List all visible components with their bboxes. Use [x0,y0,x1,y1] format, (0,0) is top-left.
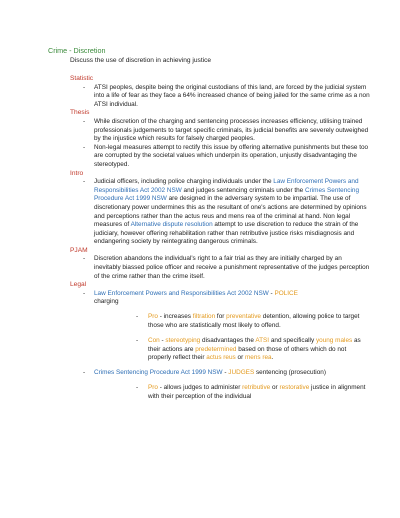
section-heading-statistic: Statistic [70,75,94,82]
page-title: Crime - Discretion [48,46,106,55]
section-heading-intro: Intro [70,169,84,177]
legislation-link: Law Enforcement Powers and Responsibilities Act 2002 NSW [94,289,269,297]
notes-body [70,75,370,408]
legal-point-2: - Crimes Sentencing Procedure Act 1999 NSW - JUDGES sentencing (prosecution) [83,369,326,377]
statistic-point: - ATSI peoples, despite being the original custodians of this land, are forced by the judicial system into a life of fear as they face a 64% increased chance of being jailed for the same crime as a non ATSI individual. [83,83,370,108]
pro-point-2: - Pro - allows judges to administer retributive or restorative justice in alignment with their perception of the individual [136,384,366,400]
page-subtitle: Discuss the use of discretion in achieving justice [70,57,212,64]
legislation-link: Alternative dispute resolution [130,221,213,229]
pro-point-1: - Pro - increases filtration for preventative detention, allowing police to target those who are statistically most likely to offend. [136,313,360,330]
pjam-point: - Discretion abandons the individual's right to a fair trial as they are initially charged by an inevitably biassed police officer and receive a punishment representative of the judges perception of the crime rather than the crime itself. [83,255,370,280]
legislation-link: Law Enforcement Powers and Responsibilities Act 2002 NSW [94,178,359,194]
thesis-point-2: - Non-legal measures attempt to rectify this issue by offering alternative punishments but these too are corrupted by the societal values which underpin its operation, unjustly disadvantaging the stereotyped. [83,143,369,168]
legislation-link: Crimes Sentencing Procedure Act 1999 NSW [94,186,360,203]
section-heading-pjam: PJAM [70,246,88,254]
thesis-point-1: - While discretion of the charging and sentencing processes increases efficiency, utilising trained professionals judgements to target specific criminals, its judicial benefits are severely outweighed by the injustice which results for falsely charged peoples. [83,117,369,143]
section-heading-legal: Legal [70,281,87,289]
con-point-1: - Con - stereotyping disadvantages the ATSI and specifically young males as their actions are predetermined based on those of others which do not properly reflect their actus reus or mens rea. [136,337,361,362]
section-heading-thesis: Thesis [70,109,90,117]
intro-point: - Judicial officers, including police charging individuals under the Law Enforcement Powers and Responsibilities Act 2002 NSW and judges sentencing criminals under the Crimes Sentencing Procedure Act 1999 NSW are designed in the adversary system to be impartial. The use of discretionary power undermines this as the resultant of one's actions are determined by opinions and perceptions rather than the actus reus and mens rea of the criminal at hand. Non legal measures of Alternative dispute resolution attempt to use discretion to reduce the strain of the judiciary, however offering rehabilitation rather than retributive justice risks misdiagnosis and endangering society by reintegrating dangerous criminals. [83,178,367,246]
legislation-link: Crimes Sentencing Procedure Act 1999 NSW [94,369,223,377]
legal-point-1: - Law Enforcement Powers and Responsibilities Act 2002 NSW - POLICE charging [83,289,298,306]
